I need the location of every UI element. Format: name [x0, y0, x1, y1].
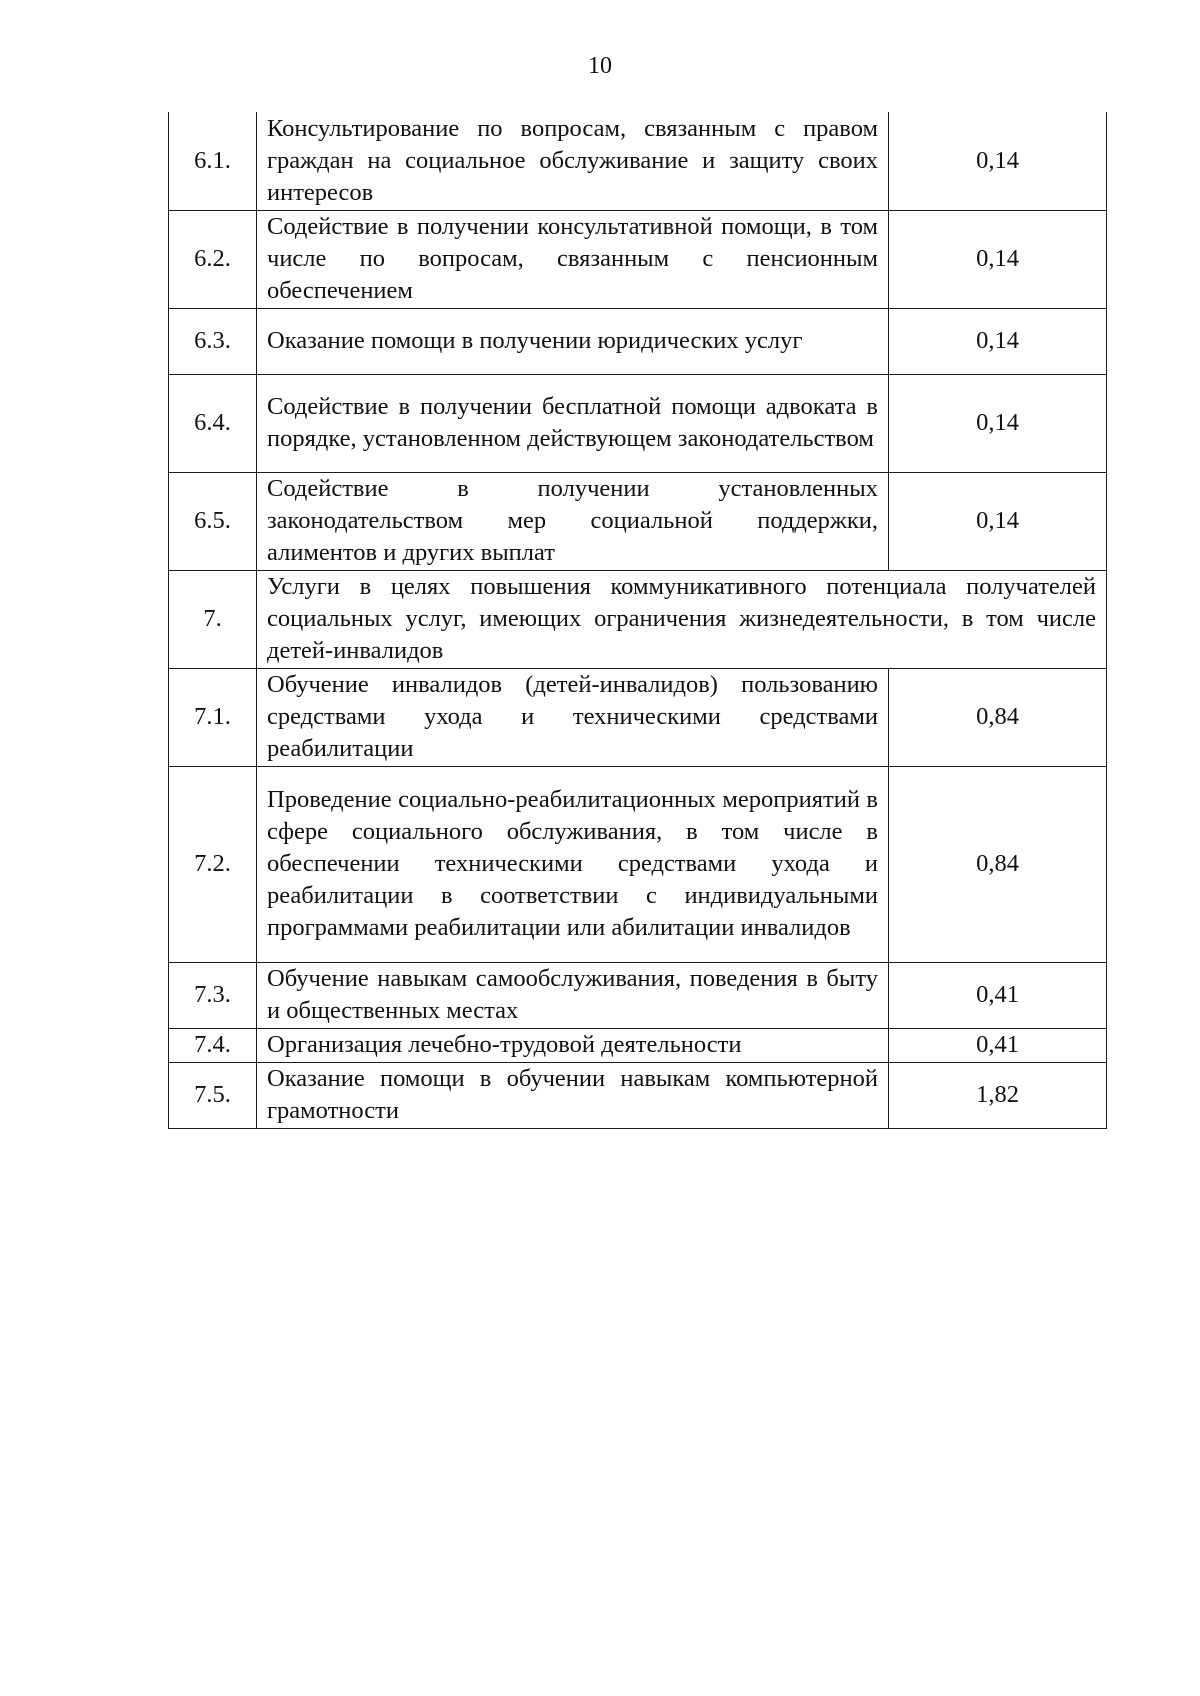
- service-value: 0,14: [889, 374, 1107, 472]
- service-name: Оказание помощи в получении юридических услуг: [257, 308, 889, 374]
- section-number: 7.: [169, 570, 257, 668]
- service-name: Обучение инвалидов (детей-инвалидов) пользованию средствами ухода и техническими средствами реабилитации: [257, 668, 889, 766]
- row-number: 7.3.: [169, 962, 257, 1028]
- service-name: Организация лечебно-трудовой деятельности: [257, 1028, 889, 1062]
- service-name: Оказание помощи в обучении навыкам компьютерной грамотности: [257, 1062, 889, 1128]
- row-number: 6.1.: [169, 112, 257, 210]
- table-row: [169, 1028, 1107, 1062]
- service-name: Обучение навыкам самообслуживания, поведения в быту и общественных местах: [257, 962, 889, 1028]
- table-row: [169, 668, 1107, 766]
- service-value: 0,14: [889, 112, 1107, 210]
- row-number: 6.3.: [169, 308, 257, 374]
- section-row: [169, 570, 1107, 668]
- table-row: [169, 210, 1107, 308]
- row-number: 7.2.: [169, 766, 257, 962]
- row-number: 7.1.: [169, 668, 257, 766]
- table-row: [169, 112, 1107, 210]
- service-value: 0,14: [889, 210, 1107, 308]
- service-name: Содействие в получении бесплатной помощи адвоката в порядке, установленном действующем законодательством: [257, 374, 889, 472]
- service-name: Содействие в получении установленных законодательством мер социальной поддержки, алиментов и других выплат: [257, 472, 889, 570]
- service-value: 0,41: [889, 1028, 1107, 1062]
- table-row: [169, 1062, 1107, 1128]
- row-number: 7.4.: [169, 1028, 257, 1062]
- row-number: 6.2.: [169, 210, 257, 308]
- service-value: 0,41: [889, 962, 1107, 1028]
- table-row: [169, 472, 1107, 570]
- row-number: 6.5.: [169, 472, 257, 570]
- service-value: 1,82: [889, 1062, 1107, 1128]
- table-row: [169, 308, 1107, 374]
- service-value: 0,84: [889, 668, 1107, 766]
- service-value: 0,14: [889, 308, 1107, 374]
- service-value: 0,14: [889, 472, 1107, 570]
- table-row: [169, 766, 1107, 962]
- table-row: [169, 374, 1107, 472]
- service-name: Проведение социально-реабилитационных мероприятий в сфере социального обслуживания, в том числе в обеспечении техническими средствами ухода и реабилитации в соответствии с индивидуальными программами реабилитации или абилитации инвалидов: [257, 766, 889, 962]
- services-table: [168, 112, 1107, 1129]
- table-row: [169, 962, 1107, 1028]
- row-number: 7.5.: [169, 1062, 257, 1128]
- section-title: Услуги в целях повышения коммуникативного потенциала получателей социальных услуг, имеющих ограничения жизнедеятельности, в том числе детей-инвалидов: [257, 570, 1107, 668]
- service-value: 0,84: [889, 766, 1107, 962]
- service-name: Консультирование по вопросам, связанным с правом граждан на социальное обслуживание и защиту своих интересов: [257, 112, 889, 210]
- service-name: Содействие в получении консультативной помощи, в том числе по вопросам, связанным с пенсионным обеспечением: [257, 210, 889, 308]
- page-number: 10: [588, 53, 612, 79]
- row-number: 6.4.: [169, 374, 257, 472]
